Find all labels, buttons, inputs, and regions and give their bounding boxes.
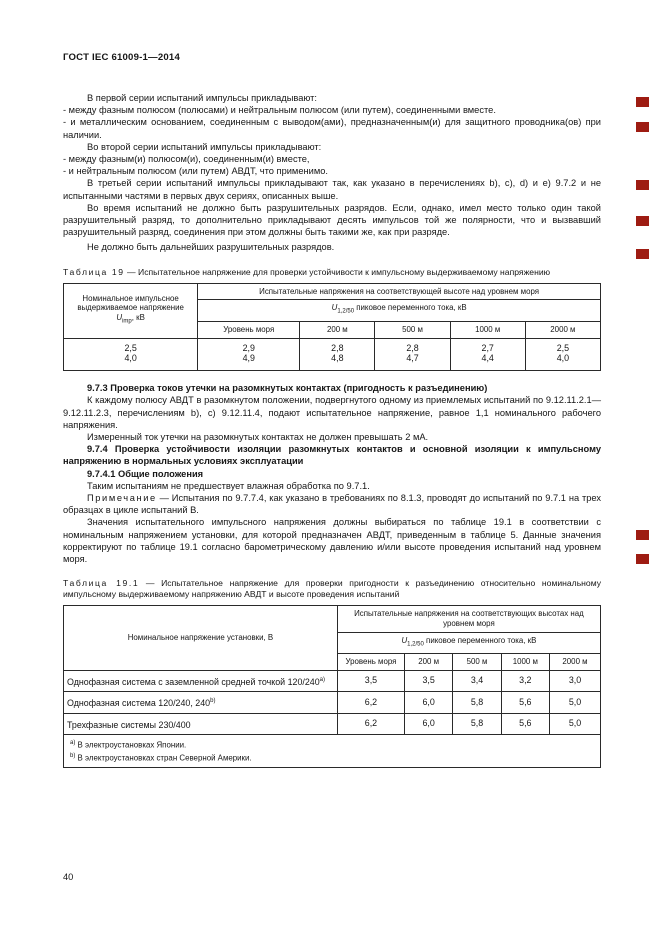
header-cell-u-peak — [337, 632, 600, 653]
row-label — [64, 692, 338, 714]
change-marker — [636, 122, 649, 132]
table-row — [64, 338, 601, 353]
row-label — [64, 713, 338, 735]
symbol-u: U — [116, 313, 123, 323]
symbol-sub: 1,2/50 — [337, 308, 355, 315]
table-caption-text: — Испытательное напряжение для проверки устойчивости к импульсному выдерживаемому напряжению — [127, 266, 551, 277]
header-cell-altitude: 2000 м — [549, 653, 600, 670]
table-cell: 6,0 — [405, 713, 453, 735]
table-row — [64, 692, 601, 714]
note-block — [63, 492, 601, 516]
table-19-1 — [63, 605, 601, 768]
header-cell-text: Номинальное импульсное выдерживаемое напряжение — [77, 293, 184, 313]
symbol-rest: пиковое переменного тока, кВ — [423, 635, 537, 645]
table-cell: 2,5 — [525, 338, 600, 353]
table-cell: 5,0 — [549, 713, 600, 735]
header-cell-installation-voltage: Номинальное напряжение установки, В — [64, 605, 338, 670]
table-row — [64, 713, 601, 735]
table-cell: 4,7 — [375, 353, 450, 370]
table-cell: 3,5 — [405, 670, 453, 692]
section-9-7-3 — [63, 382, 601, 565]
table-cell: 2,8 — [300, 338, 375, 353]
footnote — [70, 738, 594, 751]
symbol-sub: imp — [122, 318, 132, 325]
table-caption-text: — Испытательное напряжение для проверки пригодности к разъединению относительно номинальному импульсному выдерживаемому напряжению АВДТ и высоте проведения испытаний — [63, 578, 601, 600]
paragraph: К каждому полюсу АВДТ в разомкнутом положении, подвергнутого одному из приемлемых испытаний по 9.12.11.2.1—9.12.11.2.3, перечислениям b), c) 9.12.11.4, подают испытательное напряжение, равное 1,1 номинального рабочего напряжения. — [63, 395, 601, 430]
table-footnotes — [64, 735, 601, 767]
paragraph: Во время испытаний не должно быть разрушительных разрядов. Если, однако, имел место только один такой разрушительный разряд, то дополнительно прикладывают десять импульсов той же полярности, что и вызвавший разрушительный разряд, соединения при этом должны быть такими же, как при разряде. — [63, 202, 601, 238]
paragraph: Измеренный ток утечки на разомкнутых контактах не должен превышать 2 мА. — [87, 431, 429, 442]
footnote-text: В электроустановках Японии. — [75, 741, 187, 751]
header-cell-altitude: 200 м — [300, 321, 375, 338]
header-cell-symbol — [67, 313, 194, 327]
paragraph: Во второй серии испытаний импульсы прикладывают: — [87, 141, 322, 152]
section-heading-9741: 9.7.4.1 Общие положения — [87, 468, 204, 479]
header-cell-altitude: 1000 м — [501, 653, 549, 670]
symbol-unit: , кВ — [131, 313, 145, 323]
row-label-text: Однофазная система 120/240, 240 — [67, 698, 211, 709]
header-cell-group: Испытательные напряжения на соответствующей высоте над уровнем моря — [198, 283, 601, 300]
paragraph: Таким испытаниям не предшествует влажная обработка по 9.7.1. — [87, 480, 370, 491]
table-19 — [63, 283, 601, 372]
footnote-ref: b) — [210, 698, 216, 705]
table-cell: 2,7 — [450, 338, 525, 353]
table-cell: 4,0 — [64, 353, 198, 370]
header-cell-altitude: Уровень моря — [337, 653, 404, 670]
row-label — [64, 670, 338, 692]
table-cell: 2,8 — [375, 338, 450, 353]
change-marker — [636, 97, 649, 107]
table-cell: 4,4 — [450, 353, 525, 370]
header-cell-altitude: 2000 м — [525, 321, 600, 338]
table-header-row — [64, 283, 601, 300]
symbol-rest: пиковое переменного тока, кВ — [354, 303, 467, 313]
header-cell-nominal-voltage — [64, 283, 198, 338]
section-heading-974: 9.7.4 Проверка устойчивости изоляции разомкнутых контактов и основной изоляции к импульсному напряжению в нормальных условиях эксплуатации — [63, 444, 601, 467]
row-label-text: Однофазная система с заземленной средней точкой 120/240 — [67, 676, 320, 687]
symbol-sub: 1,2/50 — [407, 641, 424, 648]
note-label: Примечание — [87, 492, 157, 503]
table-cell: 3,5 — [337, 670, 404, 692]
table-cell: 5,8 — [453, 692, 501, 714]
table-191-caption — [63, 578, 601, 600]
table-cell: 6,2 — [337, 713, 404, 735]
table-row — [64, 670, 601, 692]
header-cell-altitude: 500 м — [375, 321, 450, 338]
table-cell: 3,4 — [453, 670, 501, 692]
paragraph: - и нейтральным полюсом (или путем) АВДТ, что применимо. — [63, 166, 328, 177]
change-marker — [636, 180, 649, 190]
symbol-u: U — [331, 303, 338, 313]
table-header-row — [64, 605, 601, 632]
header-cell-altitude: 200 м — [405, 653, 453, 670]
paragraph: - между фазным полюсом (полюсами) и нейтральным полюсом (или путем), соединенными вместе. — [63, 105, 496, 116]
header-cell-altitude: 1000 м — [450, 321, 525, 338]
table-caption-label: Таблица 19 — [63, 266, 125, 277]
table-cell: 4,9 — [198, 353, 300, 370]
paragraph: - между фазным(и) полюсом(и), соединенным(и) вместе, — [63, 154, 310, 165]
paragraph: - и металлическим основанием, соединенным с выводом(ами), предназначенным(и) для защитного проводника(ов) при наличии. — [63, 117, 601, 140]
table-cell: 4,0 — [525, 353, 600, 370]
change-marker — [636, 530, 649, 540]
header-cell-group: Испытательные напряжения на соответствующих высотах над уровнем моря — [337, 605, 600, 632]
table-cell: 5,6 — [501, 713, 549, 735]
symbol-u: U — [401, 635, 408, 645]
paragraph: В третьей серии испытаний импульсы прикладывают так, как указано в перечислениях b), c), d) и e) 9.7.2 и не испытанными частями в первых двух сериях, описанных выше. — [63, 178, 601, 201]
footnote-marker: b) — [70, 753, 76, 760]
footnote-marker: a) — [70, 740, 76, 747]
table-cell: 6,0 — [405, 692, 453, 714]
paragraph: В первой серии испытаний импульсы прикладывают: — [87, 93, 318, 103]
header-cell-u-peak — [198, 300, 601, 321]
footnote-text: В электроустановках стран Северной Америки. — [75, 753, 252, 763]
header-cell-altitude: Уровень моря — [198, 321, 300, 338]
table-cell: 6,2 — [337, 692, 404, 714]
note-text: — Испытания по 9.7.7.4, как указано в требованиях по 8.1.3, проводят до испытаний по 9.7.1 на трех образцах в цикле испытаний В. — [63, 492, 601, 516]
table-footnote-row — [64, 735, 601, 767]
table-cell: 5,6 — [501, 692, 549, 714]
page-content — [63, 52, 601, 768]
footnote-ref: a) — [319, 676, 326, 683]
table-cell: 5,0 — [549, 692, 600, 714]
paragraph: Значения испытательного импульсного напряжения должны выбираться по таблице 19.1 в соответствии с номинальным напряжением установки, для которой предназначен АВДТ, приведенным в таблице 5. Данные значения корректируют по таблице 19.1 согласно барометрическому давлению и/или высоте проведения испытаний над уровнем моря. — [63, 517, 601, 564]
document-header: ГОСТ IEC 61009-1—2014 — [63, 52, 180, 63]
table-cell: 5,8 — [453, 713, 501, 735]
table-row — [64, 353, 601, 370]
change-marker — [636, 249, 649, 259]
table-19-caption — [63, 267, 601, 278]
table-cell: 3,0 — [549, 670, 600, 692]
table-cell: 2,9 — [198, 338, 300, 353]
table-caption-label: Таблица 19.1 — [63, 578, 140, 589]
table-cell: 2,5 — [64, 338, 198, 353]
body-text-block — [63, 92, 601, 254]
header-cell-altitude: 500 м — [453, 653, 501, 670]
row-label-text: Трехфазные системы 230/400 — [67, 719, 191, 730]
change-marker — [636, 554, 649, 564]
section-heading-973: 9.7.3 Проверка токов утечки на разомкнутых контактах (пригодность к разъединению) — [87, 383, 488, 394]
table-cell: 4,8 — [300, 353, 375, 370]
footnote — [70, 751, 594, 764]
paragraph: Не должно быть дальнейших разрушительных разрядов. — [87, 242, 335, 253]
change-marker — [636, 216, 649, 226]
page-number: 40 — [63, 872, 74, 882]
table-cell: 3,2 — [501, 670, 549, 692]
